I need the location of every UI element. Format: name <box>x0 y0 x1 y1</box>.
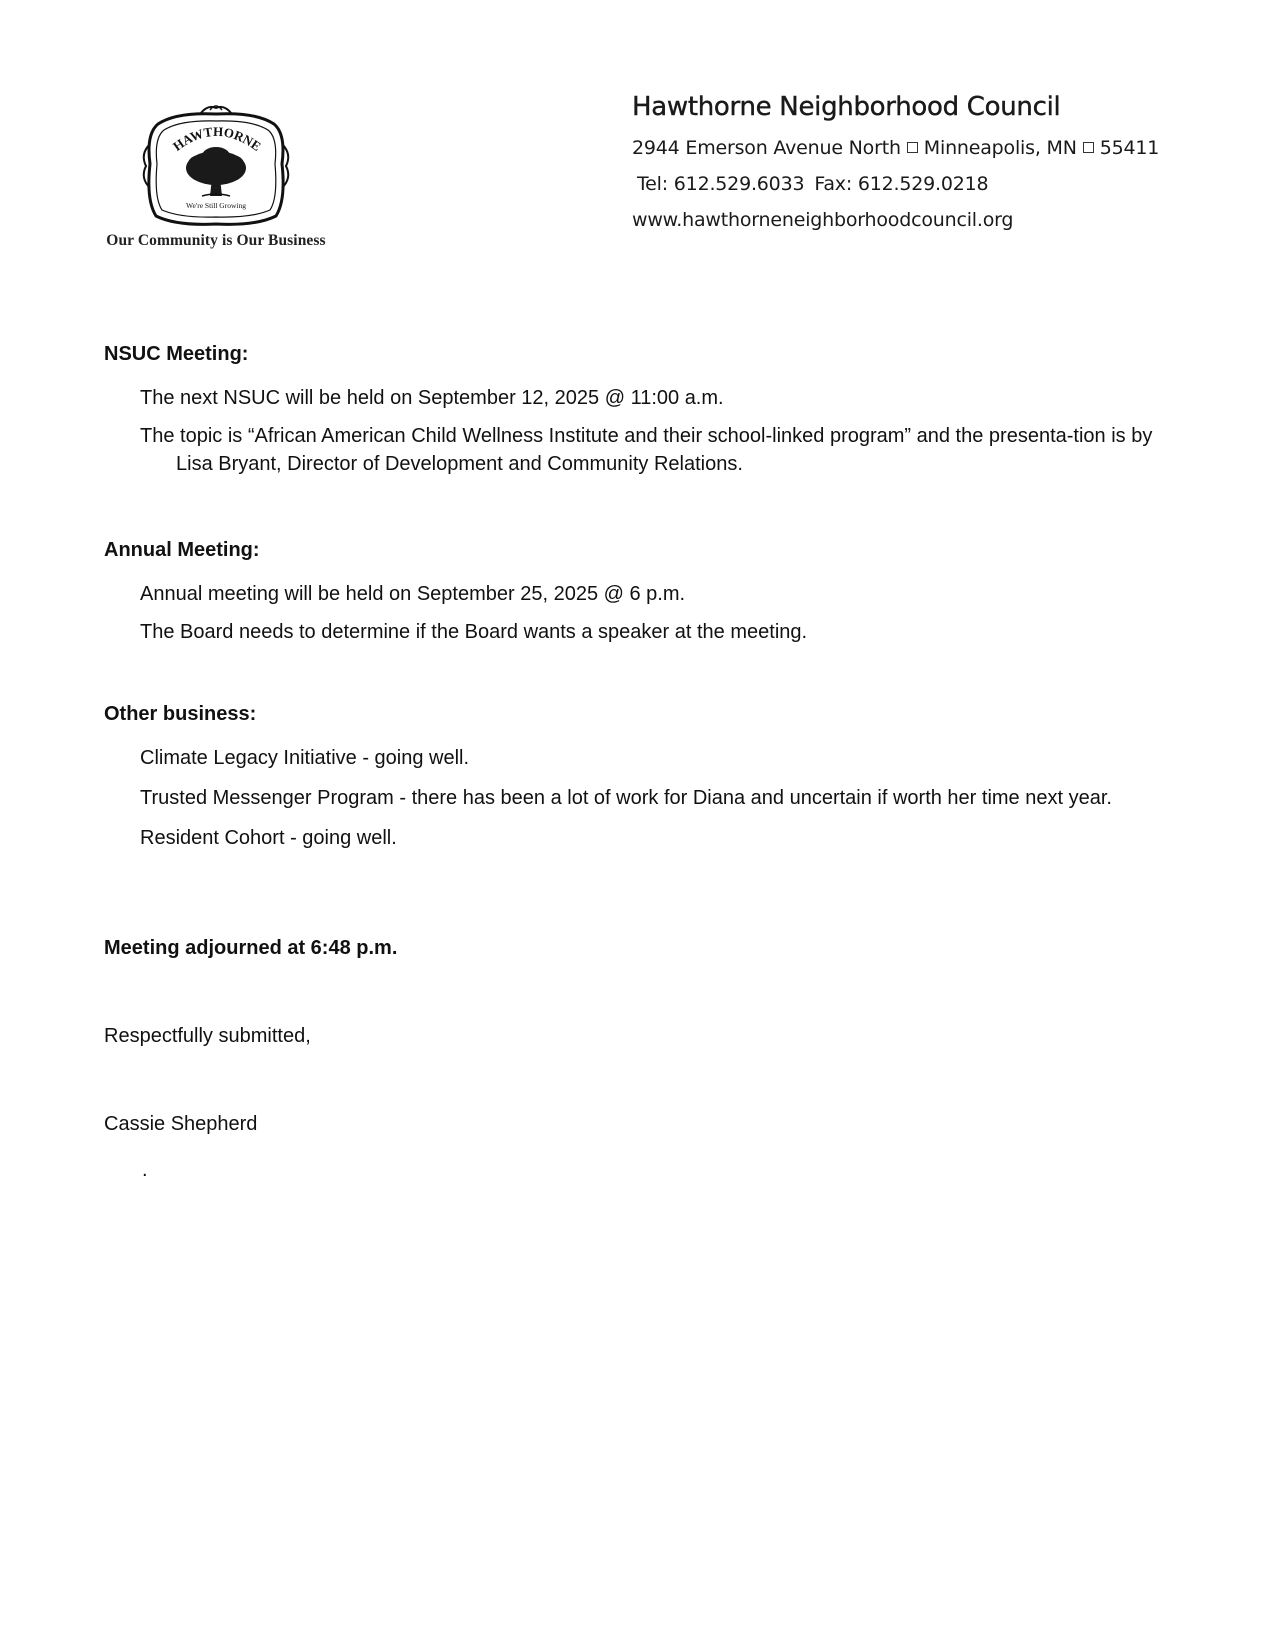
section-other <box>104 700 1154 852</box>
list-item: The topic is “African American Child Wellness Institute and their school-linked program” and the presenta-tion is by Lisa Bryant, Director of Development and Community Relations. <box>140 425 1153 475</box>
closing-salutation: Respectfully submitted, <box>104 1025 311 1047</box>
logo-block <box>96 104 336 250</box>
org-name: Hawthorne Neighborhood Council <box>632 92 1061 122</box>
fax-number: Fax: 612.529.0218 <box>814 173 989 195</box>
section-heading: NSUC Meeting: <box>104 343 249 365</box>
org-website: www.hawthorneneighborhoodcouncil.org <box>632 209 1014 231</box>
logo-arc-text: HAWTHORNE <box>170 123 264 154</box>
section-nsuc <box>104 340 1154 478</box>
list-item: Trusted Messenger Program - there has been a lot of work for Diana and uncertain if worth her time next year. <box>140 787 1112 809</box>
hawthorne-tree-logo <box>136 104 296 232</box>
list-item: Annual meeting will be held on September 25, 2025 @ 6 p.m. <box>140 583 686 605</box>
logo-tagline: Our Community is Our Business <box>106 232 326 249</box>
list-item: The next NSUC will be held on September 12, 2025 @ 11:00 a.m. <box>140 387 724 409</box>
adjournment-note: Meeting adjourned at 6:48 p.m. <box>104 937 398 959</box>
address-zip: 55411 <box>1099 137 1160 159</box>
logo-banner-text: We're Still Growing <box>186 201 246 210</box>
org-letterhead <box>632 90 1232 238</box>
org-phone-fax <box>632 166 1232 202</box>
address-city: Minneapolis, MN <box>923 137 1077 159</box>
org-address <box>632 130 1232 166</box>
trailing-mark: . <box>142 1159 148 1181</box>
separator-box-icon <box>1083 142 1094 153</box>
list-item: The Board needs to determine if the Board wants a speaker at the meeting. <box>140 621 808 643</box>
section-annual <box>104 536 1154 646</box>
section-heading: Annual Meeting: <box>104 539 260 561</box>
address-street: 2944 Emerson Avenue North <box>632 137 901 159</box>
list-item: Resident Cohort - going well. <box>140 827 397 849</box>
list-item: Climate Legacy Initiative - going well. <box>140 747 470 769</box>
section-heading: Other business: <box>104 703 257 725</box>
separator-box-icon <box>907 142 918 153</box>
phone-number: Tel: 612.529.6033 <box>637 173 805 195</box>
signer-name: Cassie Shepherd <box>104 1113 258 1135</box>
